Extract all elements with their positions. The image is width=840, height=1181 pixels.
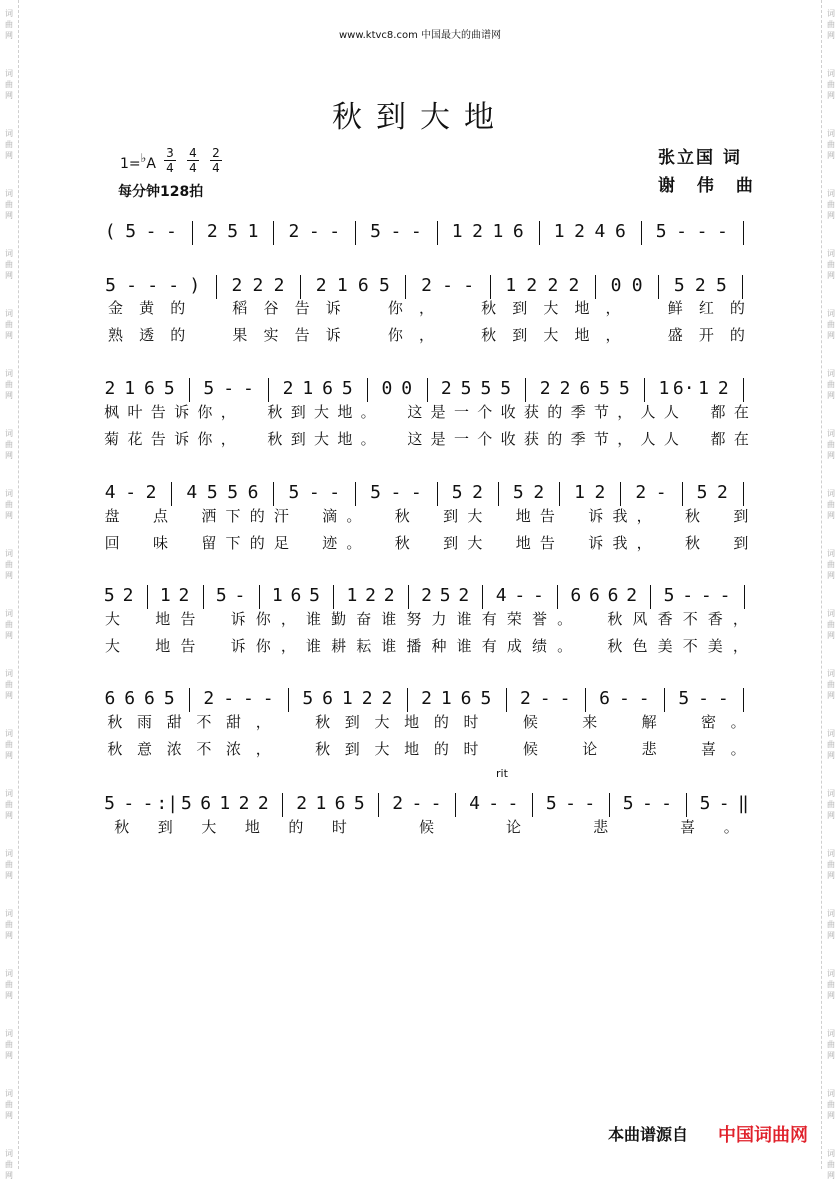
bar-line [192,221,193,245]
note: 2 [520,688,531,709]
note: 2 [392,793,404,814]
note: - [514,585,526,606]
note: 1 [492,221,504,242]
note: 5 [302,688,314,709]
note: 2 [206,221,218,242]
watermark-text: 词 曲 网 [5,789,13,820]
note: 2 [635,482,647,503]
watermark-text: 词 曲 网 [827,129,835,160]
lyric-line-verse-2: 大 地 告 诉 你 ， 谁 耕 耘 谁 播 种 谁 有 成 绩 。 秋 色 美 不 美 ， [105,637,748,655]
note: - [716,221,728,242]
note: - [410,221,422,242]
note: - [463,275,475,296]
note: - [329,482,341,503]
watermark-text: 词 曲 网 [827,969,835,1000]
note: 1 [658,378,670,399]
watermark-text: 词 曲 网 [5,669,13,700]
note: 1 [574,482,585,503]
note: - [696,221,708,242]
note: 5 [370,482,381,503]
watermark-text: 词 曲 网 [827,729,835,760]
bar-line [506,688,507,712]
note: 5 [699,793,711,814]
watermark-text: 词 曲 网 [5,849,13,880]
note: 2 [694,275,706,296]
watermark-text: 词 曲 网 [827,489,835,520]
watermark-text: 词 曲 网 [827,609,835,640]
note: - [584,793,596,814]
watermark-text: 词 曲 网 [5,189,13,220]
composer-credit: 谢 伟 曲 [658,176,761,196]
note: 5 [655,221,667,242]
watermark-text: 词 曲 网 [827,549,835,580]
note: 2 [178,585,190,606]
watermark-text: 词 曲 网 [5,429,13,460]
note: - [507,793,519,814]
note: 5 [125,221,137,242]
note: - [717,688,729,709]
note: 2 [472,221,483,242]
note: - [166,221,177,242]
note: 1 [315,793,327,814]
note: ) [189,275,201,296]
watermark-text: 词 曲 网 [5,549,13,580]
note: 5 [678,688,690,709]
note: 5 [104,793,116,814]
note: 6 [247,482,259,503]
watermark-text: 词 曲 网 [5,1089,13,1120]
watermark-text: 词 曲 网 [5,969,13,1000]
bar-line [300,275,301,299]
note: 2 [440,378,452,399]
note: 0 [631,275,643,296]
lyric-line-verse-2: 回 味 留 下 的 足 迹 。 秋 到 大 地 告 诉 我 ， 秋 到 [104,534,749,552]
note: - [430,793,442,814]
lyric-line-verse-2: 菊 花 告 诉 你 ， 秋 到 大 地 。 这 是 一 个 收 获 的 季 节 ， 人 人 都 在 [104,430,749,448]
note: - [676,221,687,242]
note: 1 [505,275,517,296]
note: - [147,275,159,296]
note: 6 [460,688,472,709]
bar-line [189,378,190,402]
note: - [145,221,157,242]
bar-line [490,275,491,299]
note: - [719,585,731,606]
time-signature-2-4: 2 4 [210,146,222,175]
bar-line [427,378,428,402]
ritardando-marking: rit [496,767,508,780]
note: 5 [163,688,175,709]
watermark-text: 词 曲 网 [5,309,13,340]
bar-line [743,688,744,712]
note: - [488,793,500,814]
bar-line [437,221,438,245]
note: 6 [588,585,600,606]
note: - [242,688,254,709]
note: 5 [663,585,675,606]
lyric-line-verse-1: 秋 到 大 地 的 时 候 论 悲 喜 。 [114,818,739,836]
note: 6 [290,585,302,606]
note: 6 [570,585,582,606]
lyric-line-verse-2: 熟 透 的 果 实 告 诉 你 ， 秋 到 大 地 ， 盛 开 的 [108,326,745,344]
note: 5 [203,378,215,399]
note: 6 [579,378,591,399]
note: 2 [315,275,327,296]
watermark-text: 词 曲 网 [5,129,13,160]
note: - [125,482,137,503]
watermark-text: 词 曲 网 [827,69,835,100]
note: 1 [302,378,314,399]
note: 4 [104,482,116,503]
note: 0 [381,378,393,399]
note: - [661,793,672,814]
bar-line [498,482,499,506]
watermark-text: 词 曲 网 [827,849,835,880]
bar-line [408,585,409,609]
note: 1 [219,793,231,814]
watermark-text: 词 曲 网 [5,1149,13,1180]
note: 2 [252,275,264,296]
note: - [168,275,180,296]
bar-line [405,275,406,299]
note: 2 [458,585,470,606]
note: 5 [309,585,320,606]
note: - [126,275,138,296]
watermark-text: 词 曲 网 [827,1149,835,1180]
note: 6 [124,688,136,709]
note: - [682,585,694,606]
note: 2 [273,275,285,296]
note: 2 [365,585,376,606]
note: 1 [440,688,452,709]
watermark-text: 词 曲 网 [827,309,835,340]
bar-line [273,482,274,506]
note: 2 [296,793,308,814]
note: 6 [599,688,610,709]
note: 0 [610,275,622,296]
bar-line [743,378,744,402]
note: - [533,585,544,606]
note: ( [104,221,116,242]
note: - [329,221,341,242]
bar-line [378,793,379,817]
bar-line [743,482,744,506]
note: 1 [451,221,463,242]
note: 5 [599,378,610,399]
note: 5 [370,221,381,242]
note: 5 [696,482,708,503]
note: - [410,482,422,503]
note: 1 [698,378,709,399]
watermark-text: 词 曲 网 [5,729,13,760]
right-watermark-strip [821,0,840,1180]
note: - [308,482,320,503]
note: 2 [257,793,269,814]
bar-line [557,585,558,609]
note: 2 [717,378,729,399]
watermark-text: 词 曲 网 [827,249,835,280]
note: 5 [103,585,115,606]
note: 2 [145,482,157,503]
lyric-line-verse-1: 盘 点 洒 下 的 汗 滴 。 秋 到 大 地 告 诉 我 ， 秋 到 [104,507,749,525]
note: - [223,378,235,399]
watermark-text: 词 曲 网 [827,189,835,220]
note: 4 [495,585,507,606]
bar-line [355,221,356,245]
bar-line [585,688,586,712]
note: - [700,585,712,606]
note: - [698,688,709,709]
note: 6 [144,378,155,399]
note: 6 [322,688,333,709]
lyric-line-verse-1: 大 地 告 诉 你 ， 谁 勤 奋 谁 努 力 谁 有 荣 誉 。 秋 风 香 不 香 ， [105,610,748,628]
notation-row [100,213,753,253]
note: - [442,275,453,296]
note: 6 [512,221,524,242]
note: 2 [716,482,728,503]
watermark-text: 词 曲 网 [827,1029,835,1060]
bar-line [641,221,642,245]
bar-line [259,585,260,609]
note: 5 [715,275,727,296]
note: - [641,793,653,814]
note: - [655,482,667,503]
note: 5 [622,793,634,814]
note: 5 [618,378,630,399]
note: 6 [322,378,333,399]
note: 5 [439,585,451,606]
note: - [123,793,135,814]
note: - [539,688,551,709]
bar-line [744,585,745,609]
note: 1 [271,585,283,606]
bar-line [268,378,269,402]
bar-line [367,378,368,402]
bar-line [742,275,743,299]
note: 6 [200,793,212,814]
note: 2 [383,585,395,606]
note: 5 [451,482,463,503]
note: 2 [361,688,373,709]
note: 2 [533,482,545,503]
note: 5 [512,482,524,503]
bar-line [532,793,533,817]
watermark-text: 词 曲 网 [827,789,835,820]
note: 2 [574,221,585,242]
watermark-text: 词 曲 网 [827,909,835,940]
left-watermark-strip [0,0,19,1180]
watermark-text: 词 曲 网 [5,909,13,940]
note: - [565,793,576,814]
note: - [262,688,274,709]
note: ‖ [737,793,749,814]
bar-line [686,793,687,817]
note: 5 [206,482,218,503]
bar-line [282,793,283,817]
tempo-marking: 每分钟128拍 [118,184,204,200]
note: 5 [673,275,685,296]
note: :| [156,793,179,814]
bar-line [171,482,172,506]
note: 1 [247,221,259,242]
note: 0 [401,378,413,399]
note: 2 [594,482,606,503]
note: 5 [341,378,353,399]
note: 5 [227,482,239,503]
watermark-text: 词 曲 网 [827,369,835,400]
note: 5 [353,793,365,814]
watermark-text: 词 曲 网 [827,669,835,700]
bar-line [609,793,610,817]
bar-line [650,585,651,609]
bar-line [203,585,204,609]
watermark-text: 词 曲 网 [5,489,13,520]
note: 5 [227,221,239,242]
note: 2 [231,275,243,296]
note: 2 [539,378,551,399]
note: - [390,482,402,503]
watermark-text: 词 曲 网 [5,1029,13,1060]
note: 1 [341,688,353,709]
bar-line [437,482,438,506]
bar-line [216,275,217,299]
note: 6 [357,275,369,296]
note: 5 [480,688,492,709]
bar-line [743,221,744,245]
note: 6 [614,221,626,242]
bar-line [682,482,683,506]
lyricist-credit: 张立国 词 [658,148,742,168]
note: - [559,688,571,709]
note: - [718,793,730,814]
watermark-text: 词 曲 网 [5,9,13,40]
watermark-text: 词 曲 网 [827,1089,835,1120]
note: 6 [144,688,155,709]
note: 1 [336,275,348,296]
watermark-text: 词 曲 网 [5,249,13,280]
note: 5 [378,275,390,296]
note: 2 [381,688,393,709]
note: 4 [469,793,480,814]
note: - [390,221,402,242]
lyric-line-verse-1: 枫 叶 告 诉 你 ， 秋 到 大 地 。 这 是 一 个 收 获 的 季 节 ， 人 人 都 在 [104,403,749,421]
note: - [618,688,630,709]
note: 2 [421,688,432,709]
bar-line [455,793,456,817]
note: 6· [672,378,695,399]
note: 2 [472,482,483,503]
note: 2 [238,793,250,814]
time-signature-4-4: 4 4 [187,146,199,175]
bar-line [147,585,148,609]
note: 2 [526,275,538,296]
bar-line [559,482,560,506]
note: 6 [104,688,116,709]
note: 4 [186,482,198,503]
bar-line [355,482,356,506]
note: - [234,585,246,606]
lyric-line-verse-2: 秋 意 浓 不 浓 ， 秋 到 大 地 的 时 候 论 悲 喜 。 [107,740,746,758]
note: 2 [122,585,134,606]
bar-line [644,378,645,402]
note: 2 [104,378,116,399]
note: 2 [547,275,559,296]
bar-line [658,275,659,299]
note: 4 [594,221,606,242]
note: 5 [480,378,492,399]
note: - [411,793,423,814]
watermark-text: 词 曲 网 [5,609,13,640]
note: 5 [500,378,512,399]
bar-line [482,585,483,609]
bar-line [595,275,596,299]
bar-line [664,688,665,712]
note: - [242,378,254,399]
note: - [223,688,235,709]
bar-line [539,221,540,245]
bar-line [525,378,526,402]
note: 2 [626,585,638,606]
note: 5 [288,482,300,503]
note: 2 [288,221,300,242]
bar-line [620,482,621,506]
note: 2 [559,378,571,399]
lyric-line-verse-1: 金 黄 的 稻 谷 告 诉 你 ， 秋 到 大 地 ， 鲜 红 的 [108,299,745,317]
note: 1 [346,585,358,606]
note: 2 [282,378,294,399]
watermark-text: 词 曲 网 [827,429,835,460]
bar-line [333,585,334,609]
note: 5 [105,275,116,296]
note: 5 [215,585,227,606]
watermark-text: 词 曲 网 [5,69,13,100]
note: 1 [159,585,171,606]
note: 2 [421,275,432,296]
watermark-text: 词 曲 网 [827,9,835,40]
note: 1 [124,378,136,399]
note: 2 [203,688,215,709]
bar-line [273,221,274,245]
note: 1 [553,221,565,242]
note: - [638,688,650,709]
time-signature-3-4: 3 4 [164,146,176,175]
lyric-line-verse-1: 秋 雨 甜 不 甜 ， 秋 到 大 地 的 时 候 来 解 密 。 [107,713,746,731]
watermark-text: 词 曲 网 [5,369,13,400]
note: - [142,793,154,814]
note: 5 [545,793,557,814]
bar-line [288,688,289,712]
footer-source-label: 本曲谱源自 [608,1125,689,1144]
footer-brand-link[interactable]: 中国词曲网 [718,1125,808,1146]
note: 6 [334,793,346,814]
key-signature: 1=♭A [120,151,156,172]
bar-line [189,688,190,712]
site-header: www.ktvc8.com 中国最大的曲谱网 [338,30,501,41]
note: 2 [421,585,432,606]
bar-line [407,688,408,712]
note: 2 [568,275,580,296]
song-title: 秋到大地 [332,100,508,135]
note: 5 [460,378,472,399]
note: 5 [181,793,192,814]
note: 6 [607,585,619,606]
note: - [308,221,320,242]
note: 5 [163,378,175,399]
